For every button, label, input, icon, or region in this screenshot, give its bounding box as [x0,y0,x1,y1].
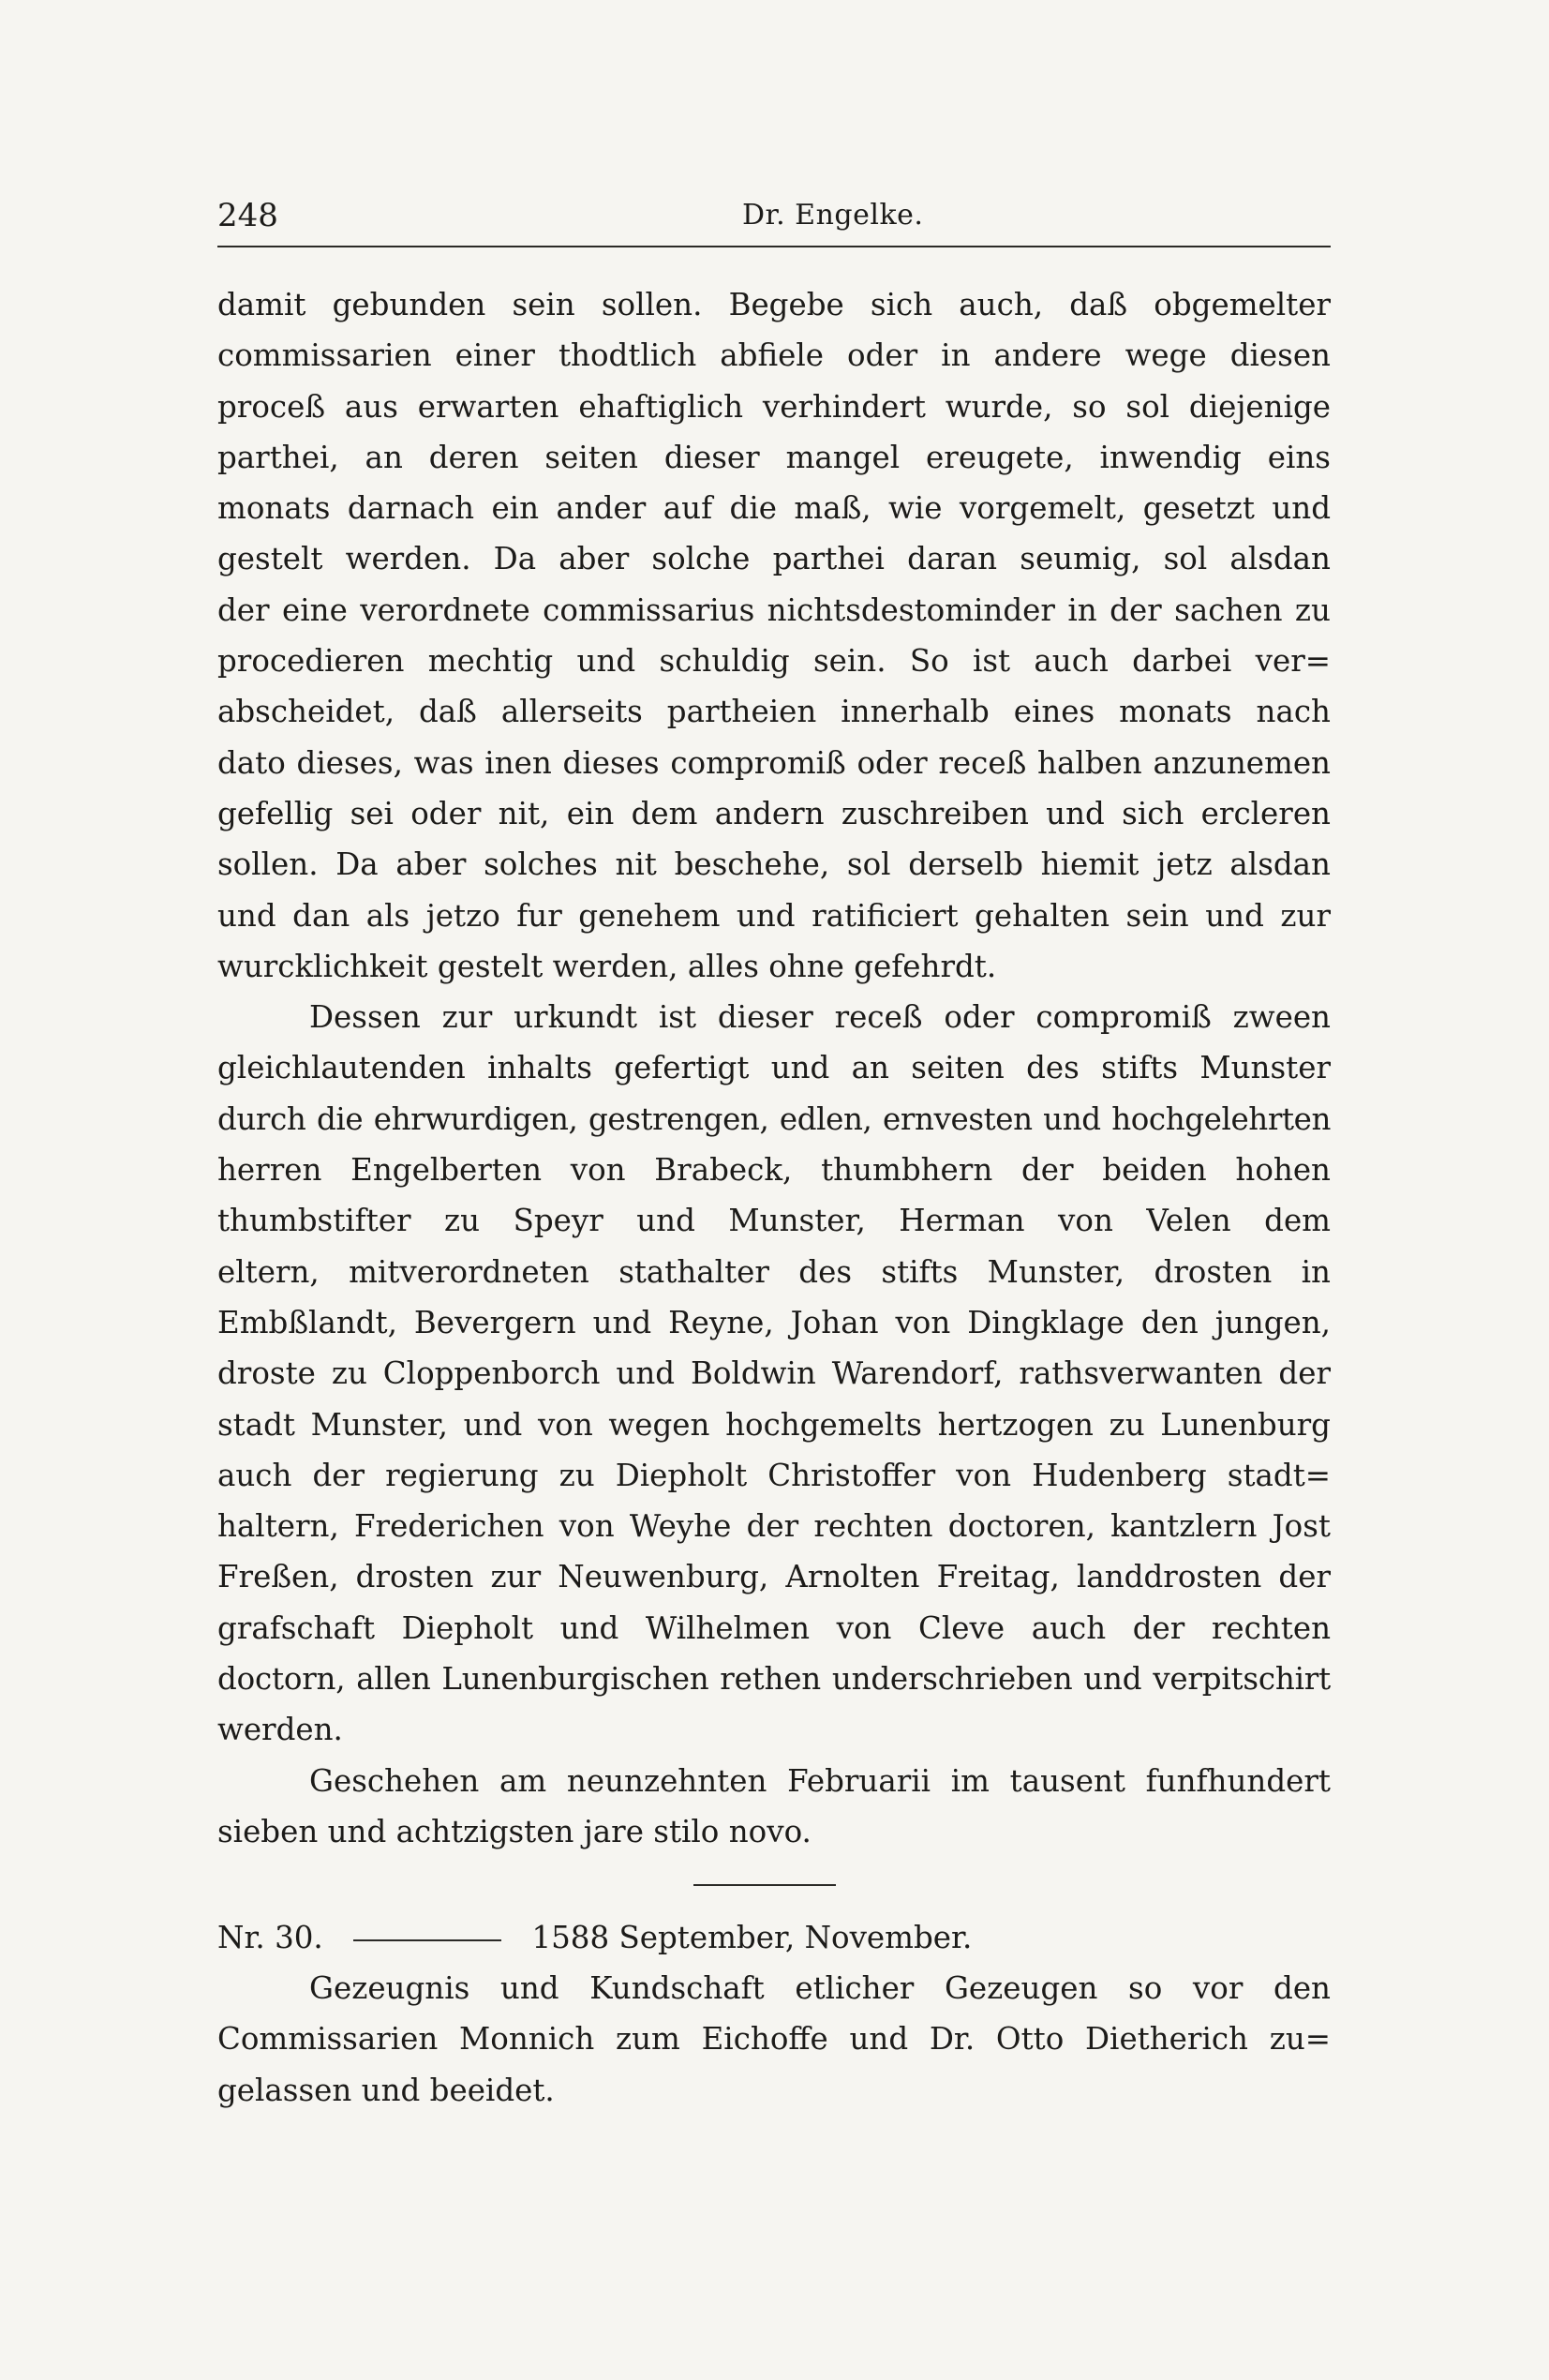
page-header [217,192,1331,239]
text-line: Geschehen am neunzehnten Februarii im tausent funfhundert [309,1762,1331,1799]
text-line: proceß aus erwarten ehaftiglich verhindert wurde, so sol diejenige [217,388,1331,425]
document-summary [217,1963,1331,2116]
text-line: sieben und achtzigsten jare stilo novo. [217,1813,812,1849]
summary-line: Gezeugnis und Kundschaft etlicher Gezeugen so vor den [309,1970,1331,2006]
text-line: commissarien einer thodtlich abfiele oder in andere wege diesen [217,337,1331,374]
summary-line: gelassen und beeidet. [217,2072,555,2108]
text-line: gleichlautenden inhalts gefertigt und an seiten des stifts Munster [217,1050,1331,1086]
text-line: eltern, mitverordneten stathalter des stifts Munster, drosten in [217,1253,1331,1290]
text-line: grafschaft Diepholt und Wilhelmen von Cleve auch der rechten [217,1609,1331,1646]
text-line: parthei, an deren seiten dieser mangel ereugete, inwendig eins [217,439,1331,475]
text-line: damit gebunden sein sollen. Begebe sich auch, daß obgemelter [217,287,1331,322]
text-line: sollen. Da aber solches nit beschehe, sol derselb hiemit jetz alsdan [217,846,1331,883]
text-line: thumbstifter zu Speyr und Munster, Herman von Velen dem [217,1203,1331,1239]
text-line: werden. [217,1712,343,1748]
text-line: herren Engelberten von Brabeck, thumbhern der beiden hohen [217,1152,1331,1189]
text-line: droste zu Cloppenborch und Boldwin Warendorf, rathsverwanten der [217,1355,1331,1392]
document-date: 1588 September, November. [531,1920,973,1955]
text-line: stadt Munster, und von wegen hochgemelts hertzogen zu Lunenburg [217,1406,1331,1443]
text-line: monats darnach ein ander auf die maß, wie vorgemelt, gesetzt und [217,490,1331,527]
text-line: procedieren mechtig und schuldig sein. So ist auch darbei ver= [217,643,1331,680]
text-line: wurcklichkeit gestelt werden, alles ohne gefehrdt. [217,948,997,984]
running-head: Dr. Engelke. [742,199,924,232]
document-heading [217,1912,1331,1963]
text-line: Dessen zur urkundt ist dieser receß oder compromiß zween [309,999,1331,1036]
text-line: haltern, Frederichen von Weyhe der rechten doctoren, kantzlern Jost [217,1508,1331,1545]
document-number: Nr. 30. [217,1920,323,1955]
text-line: gestelt werden. Da aber solche parthei daran seumig, sol alsdan [217,541,1331,577]
text-line: dato dieses, was inen dieses compromiß oder receß halben anzunemen [217,744,1331,781]
text-line: Embßlandt, Bevergern und Reyne, Johan von Dingklage den jungen, [217,1304,1331,1340]
text-line: doctorn, allen Lunenburgischen rethen underschrieben und verpitschirt [217,1661,1331,1698]
text-line: auch der regierung zu Diepholt Christoffer von Hudenberg stadt= [217,1457,1331,1493]
heading-dash [353,1939,501,1941]
header-rule [217,246,1331,247]
text-line: und dan als jetzo fur genehem und ratificiert gehalten sein und zur [217,897,1331,934]
text-line: durch die ehrwurdigen, gestrengen, edlen, ernvesten und hochgelehrten [217,1100,1331,1137]
summary-line: Commissarien Monnich zum Eichoffe und Dr. Otto Dietherich zu= [217,2021,1331,2058]
section-divider [693,1884,836,1886]
text-line: Freßen, drosten zur Neuwenburg, Arnolten Freitag, landdrosten der [217,1559,1331,1595]
body-text [217,279,1331,1857]
text-line: abscheidet, daß allerseits partheien innerhalb eines monats nach [217,694,1331,730]
text-line: der eine verordnete commissarius nichtsdestominder in der sachen zu [217,591,1331,628]
page-number: 248 [217,197,278,234]
text-line: gefellig sei oder nit, ein dem andern zuschreiben und sich ercleren [217,795,1331,831]
